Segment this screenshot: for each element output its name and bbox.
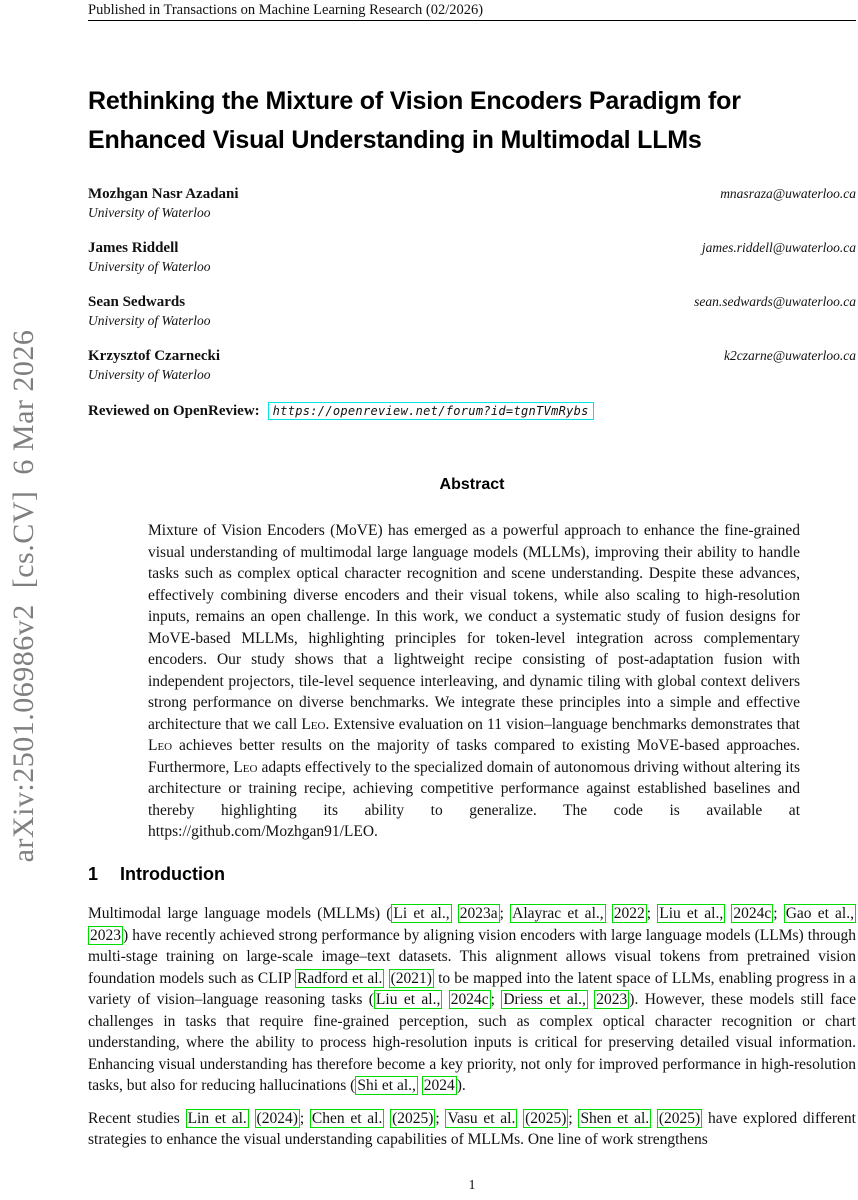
author-block [88,186,856,221]
abstract-text [148,520,800,843]
author-affiliation: University of Waterloo [88,313,211,328]
citation-link[interactable]: 2024c [450,991,489,1008]
text-segment: Recent studies [88,1109,186,1127]
text-segment [452,905,458,922]
citation-link[interactable]: Radford et al. [297,969,383,987]
paragraph [88,903,856,1097]
author-affiliation: University of Waterloo [88,205,211,220]
citation-link[interactable]: (2025) [525,1109,567,1127]
text-segment: ). However, these models still face challenges in tasks that require fine-grained perception, such as complex optical character recognition or chart understanding, where the ability to process high-resolution inputs is critical for preserving detailed visual information. Enhancing visual understanding has therefore become a key priority, not only for improved performance in high-resolution tasks, but also for reducing hallucinations ( [88,991,857,1094]
citation-link[interactable]: 2024c [733,905,772,922]
author-email: mnasraza@uwaterloo.ca [720,186,856,201]
text-segment: ) have recently achieved strong performance by aligning vision encoders with large language models (LLMs) through multi-stage training on large-scale image–text datasets. This alignment allows visual tokens from pretrained vision foundation models such as CLIP [88,926,856,987]
citation-link[interactable]: Gao et al., [785,905,854,922]
citation-link[interactable]: (2025) [658,1109,701,1127]
text-segment [606,905,612,922]
paper-title [88,82,858,160]
openreview-row [88,402,856,420]
text-segment: ; [646,905,658,922]
citation-link[interactable]: Shen et al. [580,1109,650,1127]
paper-title-line2: Enhanced Visual Understanding in Multimodal LLMs [88,126,702,154]
text-segment: ; [499,905,511,922]
citation-link[interactable]: (2021) [390,969,432,987]
citation-link[interactable]: 2023 [90,926,121,944]
text-segment: Leo [233,758,258,776]
openreview-label: Reviewed on OpenReview: [88,402,260,419]
text-segment: adapts effectively to the specialized domain of autonomous driving without altering its architecture or training recipe, achieving competitive performance against established baselines and thereby highlighting its ability to generalize. The code is available at https://github.com/Mozhgan91/LEO. [148,758,800,840]
citation-link[interactable]: Driess et al., [503,991,586,1008]
paragraph [88,1108,856,1151]
text-segment: Mixture of Vision Encoders (MoVE) has emerged as a powerful approach to enhance the fine-grained visual understanding of multimodal large language models (MLLMs), improving their ability to handle tasks such as complex optical character recognition and scene understanding. Despite these advances, effectively combining diverse encoders and their visual tokens, while also scaling to high-resolution inputs, remains an open challenge. In this work, we conduct a systematic study of fusion designs for MoVE-based MLLMs, highlighting principles for token-level integration across complementary encoders. Our study shows that a lightweight recipe consisting of post-adaptation fusion with independent projectors, tile-level sequence interleaving, and dynamic tiling with global context delivers strong performance on diverse benchmarks. We integrate these principles into a simple and effective architecture that we call [148,522,800,733]
author-email: james.riddell@uwaterloo.ca [701,240,856,255]
abstract-heading: Abstract [439,476,505,493]
citation-link[interactable]: 2023a [459,905,498,922]
citation-link[interactable]: 2023 [596,991,628,1008]
text-segment: to be mapped into the latent space of LLMs, enabling progress in a variety of vision–language reasoning tasks ( [88,969,857,1008]
published-in-header: Published in Transactions on Machine Learning Research (02/2026) [88,2,484,18]
author-name: James Riddell [88,240,179,256]
citation-link[interactable]: 2024 [423,1077,455,1094]
text-segment: ; [435,1109,446,1127]
citation-link[interactable]: (2025) [392,1109,434,1127]
text-segment: ; [490,991,502,1008]
section-heading-introduction [88,864,856,885]
text-segment: have explored different strategies to enhance the visual understanding capabilities of MLLMs. One line of work strengthens [88,1109,856,1148]
author-email: k2czarne@uwaterloo.ca [723,348,856,363]
section-title: Introduction [120,864,225,884]
openreview-url-link[interactable]: https://openreview.net/forum?id=tgnTVmRybs [268,402,594,420]
citation-link[interactable]: Lin et al. [187,1109,247,1127]
citation-link[interactable]: Liu et al., [659,905,724,922]
citation-link[interactable]: Li et al., [393,905,450,922]
text-segment: Leo [301,715,326,733]
paper-title-line1: Rethinking the Mixture of Vision Encoders Paradigm for [88,87,741,115]
text-segment: Leo [148,737,173,754]
author-email: sean.sedwards@uwaterloo.ca [694,294,856,309]
text-segment: ; [568,1109,579,1127]
author-name: Mozhgan Nasr Azadani [88,186,239,202]
citation-link[interactable]: Liu et al., [375,991,441,1008]
citation-link[interactable]: Vasu et al. [447,1109,516,1127]
author-block [88,240,856,275]
author-block [88,294,856,329]
authors-section [88,186,856,420]
citation-link[interactable]: Shi et al., [357,1077,416,1094]
page-number: 1 [468,1178,476,1193]
citation-link[interactable]: (2024) [256,1109,298,1127]
text-segment [442,991,448,1008]
author-affiliation: University of Waterloo [88,259,211,274]
author-name: Krzysztof Czarnecki [88,348,221,364]
introduction-body [88,903,856,1162]
text-segment: . Extensive evaluation on 11 vision–language benchmarks demonstrates that [325,715,800,733]
citation-link[interactable]: Alayrac et al., [512,905,604,922]
text-segment [384,970,388,987]
text-segment: ; [773,905,784,922]
author-name: Sean Sedwards [88,294,186,310]
text-segment: ; [299,1109,310,1127]
header-rule [88,20,856,21]
arxiv-watermark: arXiv:2501.06986v2 [cs.CV] 6 Mar 2026 [7,329,40,863]
citation-link[interactable]: Chen et al. [311,1109,383,1127]
author-affiliation: University of Waterloo [88,367,211,382]
section-number: 1 [88,864,99,884]
text-segment [249,1110,255,1127]
author-block [88,348,856,383]
citation-link[interactable]: 2022 [613,905,645,922]
text-segment: achieves better results on the majority of tasks compared to existing MoVE-based approaches. Furthermore, [148,737,800,776]
text-segment: Multimodal large language models (MLLMs) ( [88,905,392,922]
text-segment: ). [456,1077,466,1094]
